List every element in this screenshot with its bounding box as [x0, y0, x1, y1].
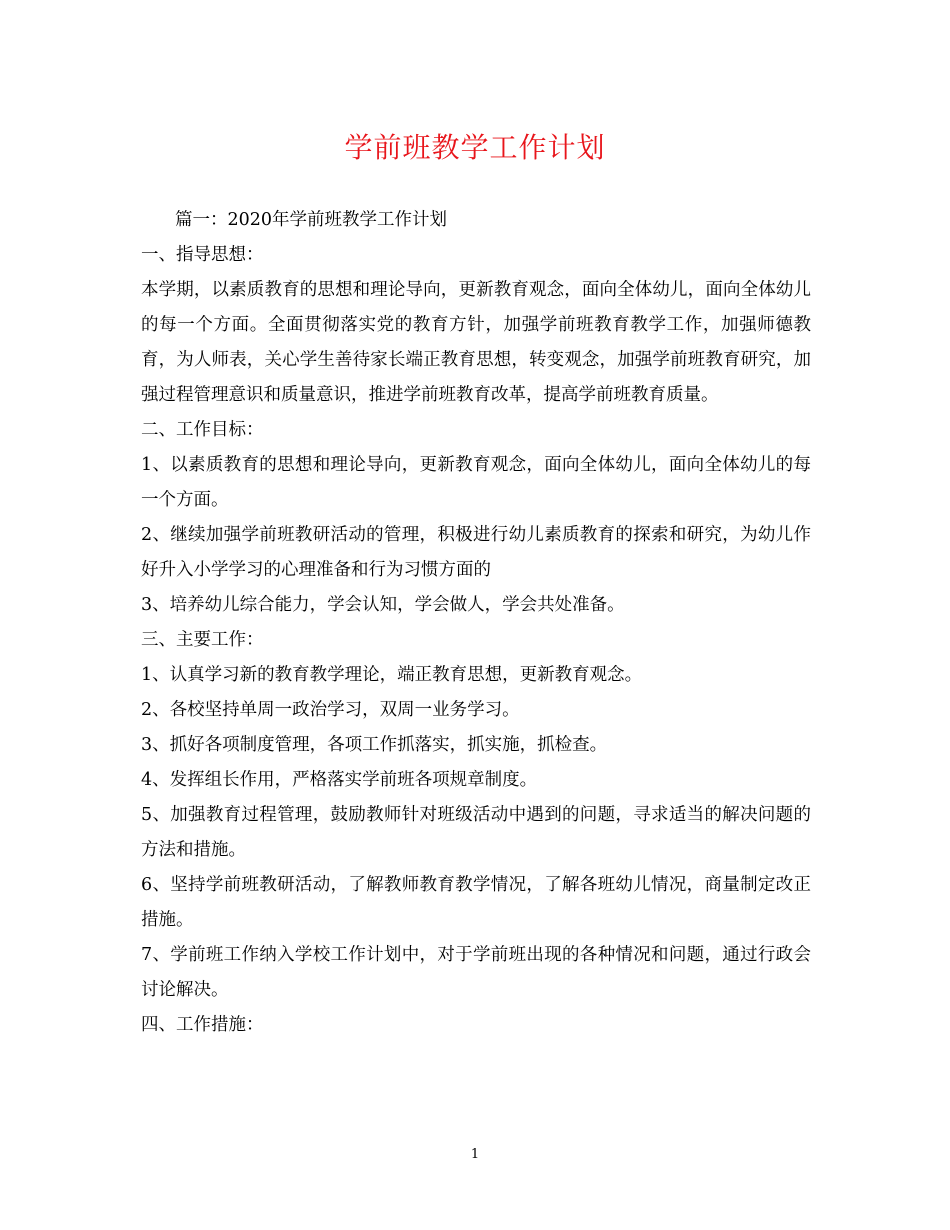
list-item: 7、学前班工作纳入学校工作计划中，对于学前班出现的各种情况和问题，通过行政会讨论解决。: [141, 945, 811, 1000]
list-item: 2、继续加强学前班教研活动的管理，积极进行幼儿素质教育的探索和研究，为幼儿作好升入小学学习的心理准备和行为习惯方面的: [141, 525, 811, 580]
section-heading-guiding-thought: 一、指导思想：: [141, 245, 264, 265]
list-item: 1、认真学习新的教育教学理论，端正教育思想，更新教育观念。: [141, 665, 643, 685]
list-item: 6、坚持学前班教研活动，了解教师教育教学情况，了解各班幼儿情况，商量制定改正措施。: [141, 875, 811, 930]
document-body: [141, 203, 811, 1043]
list-item: 5、加强教育过程管理，鼓励教师针对班级活动中遇到的问题，寻求适当的解决问题的方法和措施。: [141, 805, 811, 860]
section-subtitle: 篇一：2020年学前班教学工作计划: [175, 210, 448, 230]
section-heading-main-work: 三、主要工作：: [141, 630, 264, 650]
list-item: 3、抓好各项制度管理，各项工作抓落实，抓实施，抓检查。: [141, 735, 608, 755]
section-heading-work-measures: 四、工作措施：: [141, 1015, 264, 1035]
list-item: 1、以素质教育的思想和理论导向，更新教育观念，面向全体幼儿，面向全体幼儿的每一个方面。: [141, 455, 811, 510]
section-heading-work-goals: 二、工作目标：: [141, 420, 264, 440]
list-item: 3、培养幼儿综合能力，学会认知，学会做人，学会共处准备。: [141, 595, 625, 615]
document-title: 学前班教学工作计划: [344, 131, 606, 164]
paragraph-guiding-thought: 本学期，以素质教育的思想和理论导向，更新教育观念，面向全体幼儿，面向全体幼儿的每一个方面。全面贯彻落实党的教育方针，加强学前班教育教学工作，加强师德教育，为人师表，关心学生善待家长端正教育思想，转变观念，加强学前班教育研究，加强过程管理意识和质量意识，推进学前班教育改革，提高学前班教育质量。: [141, 280, 811, 405]
list-item: 2、各校坚持单周一政治学习，双周一业务学习。: [141, 700, 520, 720]
page-number: 1: [470, 1147, 480, 1162]
list-item: 4、发挥组长作用，严格落实学前班各项规章制度。: [141, 770, 538, 790]
